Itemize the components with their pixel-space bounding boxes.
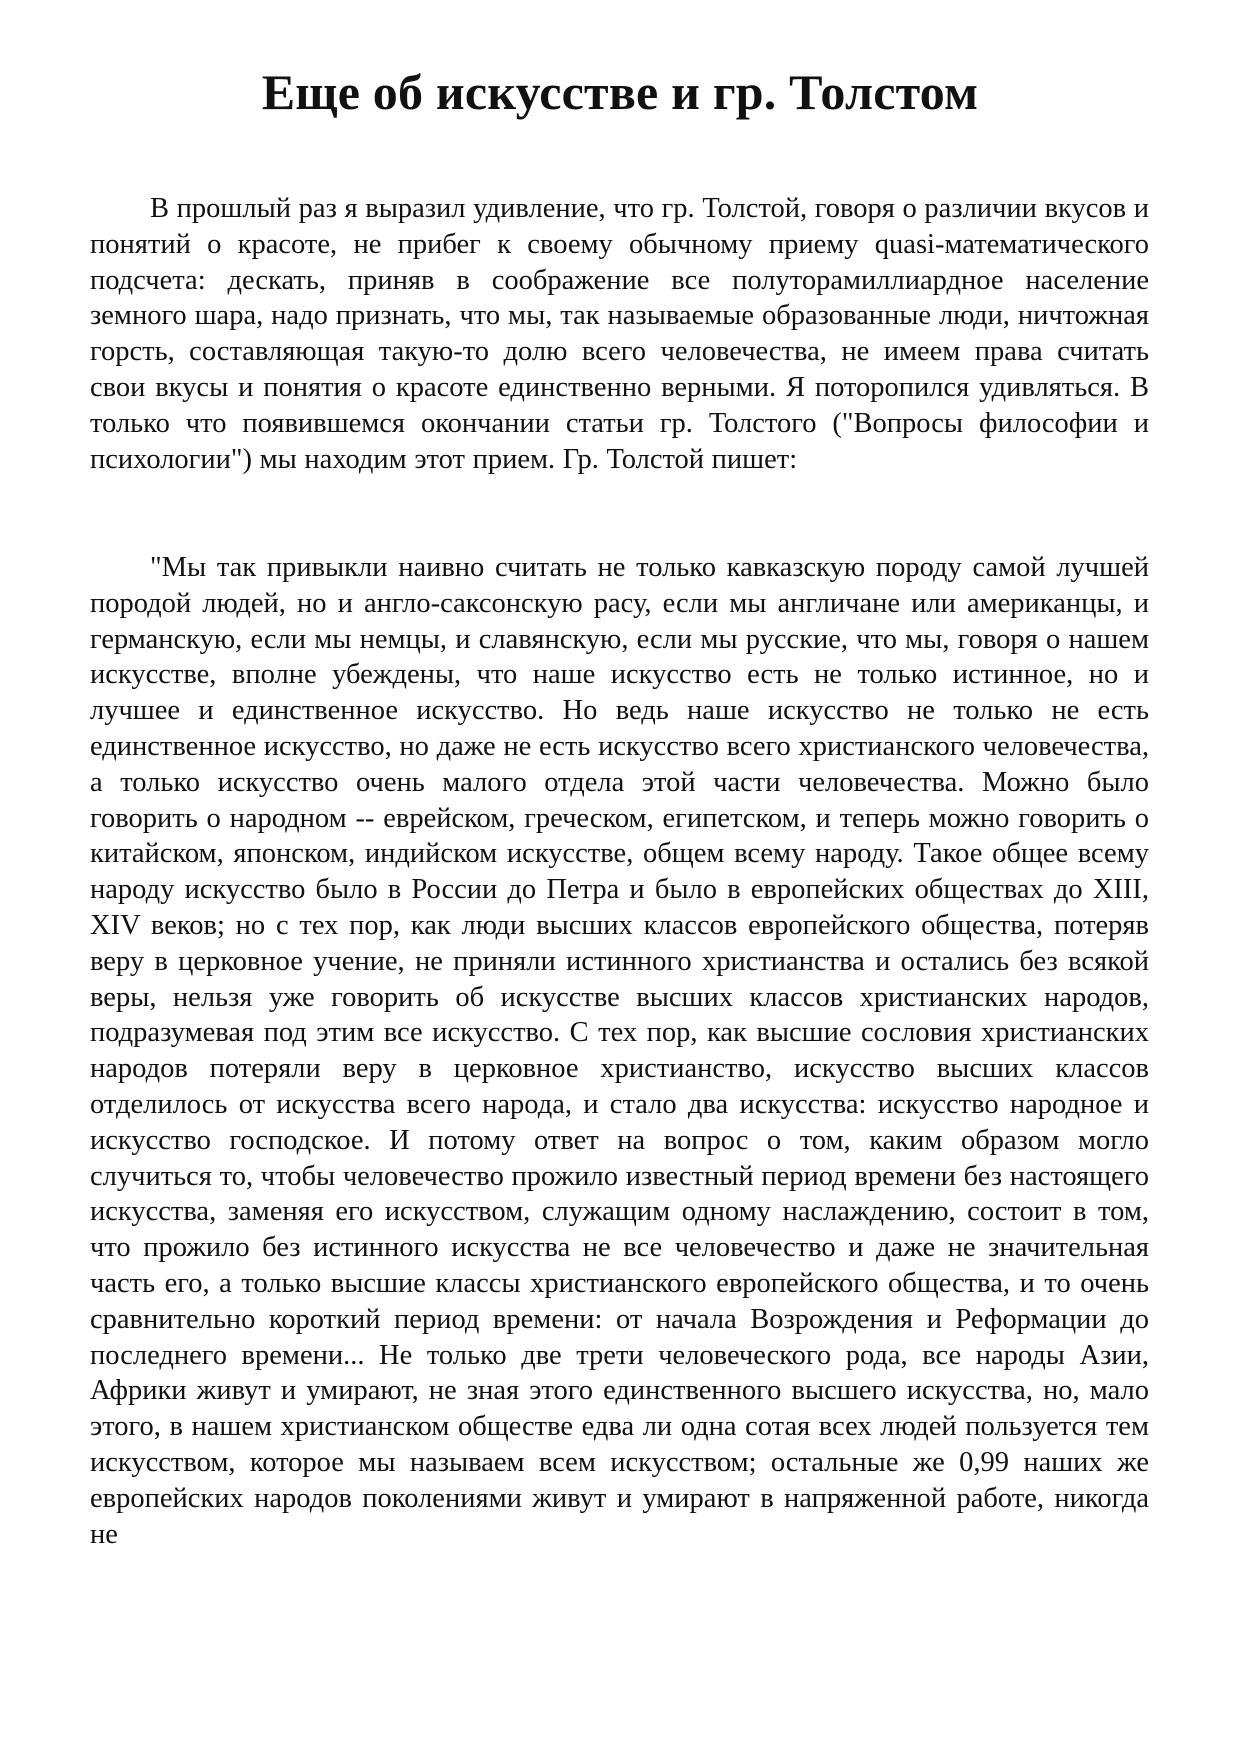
paragraph-2: "Мы так привыкли наивно считать не только кавказскую породу самой лучшей породой людей, но и англо-саксонскую расу, если мы англичане или американцы, и германскую, если мы немцы, и славянскую, если мы русские, что мы, говоря о нашем искусстве, вполне убеждены, что наше искусство есть не только истинное, но и лучшее и единственное искусство. Но ведь наше искусство не только не есть единственное искусство, но даже не есть искусство всего христианского человечества, а только искусство очень малого отдела этой части человечества. Можно было говорить о народном -- еврейском, греческом, египетском, и теперь можно говорить о китайском, японском, индийском искусстве, общем всему народу. Такое общее всему народу искусство было в России до Петра и было в европейских обществах до XIII, XIV веков; но с тех пор, как люди высших классов европейского общества, потеряв веру в церковное учение, не приняли истинного христианства и остались без всякой веры, нельзя уже говорить об искусстве высших классов христианских народов, подразумевая под этим все искусство. С тех пор, как высшие сословия христианских народов потеряли веру в церковное христианство, искусство высших классов отделилось от искусства всего народа, и стало два искусства: искусство народное и искусство господское. И потому ответ на вопрос о том, каким образом могло случиться то, чтобы человечество прожило известный период времени без настоящего искусства, заменяя его искусством, служащим одному наслаждению, состоит в том, что прожило без истинного искусства не все человечество и даже не значительная часть его, а только высшие классы христианского европейского общества, и то очень сравнительно короткий период времени: от начала Возрождения и Реформации до последнего времени... Не только две трети человеческого рода, все народы Азии, Африки живут и умирают, не зная этого единственного высшего искусства, но, мало этого, в нашем христианском обществе едва ли одна сотая всех людей пользуется тем искусством, которое мы называем всем искусством; остальные же 0,99 наших же европейских народов поколениями живут и умирают в напряженной работе, никогда не <box>90 552 1149 1550</box>
paragraph-block-1 <box>90 191 1149 477</box>
paragraph-block-2 <box>90 550 1149 1552</box>
paragraph-1: В прошлый раз я выразил удивление, что гр. Толстой, говоря о различии вкусов и понятий о красоте, не прибег к своему обычному приему quasi-математического подсчета: дескать, приняв в соображение все полуторамиллиардное население земного шара, надо признать, что мы, так называемые образованные люди, ничтожная горсть, составляющая такую-то долю всего человечества, не имеем права считать свои вкусы и понятия о красоте единственно верными. Я поторопился удивляться. В только что появившемся окончании статьи гр. Толстого ("Вопросы философии и психологии") мы находим этот прием. Гр. Толстой пишет: <box>90 193 1149 475</box>
page-title: Еще об искусстве и гр. Толстом <box>261 64 979 120</box>
